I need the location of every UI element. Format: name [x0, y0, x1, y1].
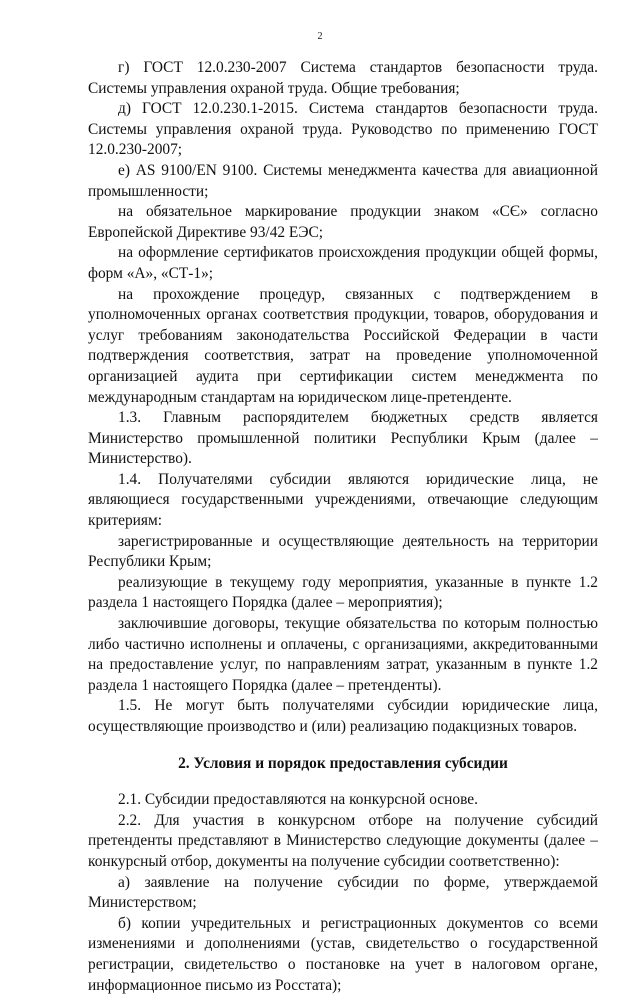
section-heading: 2. Условия и порядок предоставления субсидии	[178, 754, 508, 772]
paragraph: 1.4. Получателями субсидии являются юридические лица, не являющиеся государственными учреждениями, отвечающие следующим критериям:	[88, 470, 598, 530]
document-body	[88, 58, 598, 996]
paragraph: б) копии учредительных и регистрационных документов со всеми изменениями и дополнениями (устав, свидетельство о государственной регистрации, свидетельство о постановке на учет в налоговом органе, информационное письмо из Росстата);	[88, 914, 598, 994]
paragraph: 2.2. Для участия в конкурсном отборе на получение субсидий претенденты представляют в Министерство следующие документы (далее – конкурсный отбор, документы на получение субсидии соответственно):	[88, 811, 598, 870]
paragraph: д) ГОСТ 12.0.230.1-2015. Система стандартов безопасности труда. Системы управления охраной труда. Руководство по применению ГОСТ 12.0.230-2007;	[88, 100, 598, 159]
paragraph: а) заявление на получение субсидии по форме, утверждаемой Министерством;	[88, 873, 598, 912]
paragraph: 1.5. Не могут быть получателями субсидии юридические лица, осуществляющие производство и (или) реализацию подакцизных товаров.	[88, 697, 598, 735]
paragraph: на оформление сертификатов происхождения продукции общей формы, форм «А», «СТ-1»;	[88, 244, 598, 282]
paragraph: заключившие договоры, текущие обязательства по которым полностью либо частично исполнены и оплачены, с организациями, аккредитованными на предоставление услуг, по направлениям затрат, указанным в пункте 1.2 раздела 1 настоящего Порядка (далее – претенденты).	[88, 615, 598, 694]
paragraph: реализующие в текущему году мероприятия, указанные в пункте 1.2 раздела 1 настоящего Порядка (далее – мероприятия);	[88, 573, 598, 612]
paragraph: на прохождение процедур, связанных с подтверждением в уполномоченных органах соответствия продукции, товаров, оборудования и услуг требованиям законодательства Российской Федерации в части подтверждения соответствия, затрат на проведение уполномоченной организацией аудита при сертификации систем менеджмента по международным стандартам на юридическом лице-претенденте.	[88, 285, 598, 406]
paragraph: 2.1. Субсидии предоставляются на конкурсной основе.	[118, 791, 478, 809]
paragraph: г) ГОСТ 12.0.230-2007 Система стандартов безопасности труда. Системы управления охраной труда. Общие требования;	[88, 59, 598, 97]
paragraph: е) AS 9100/EN 9100. Системы менеджмента качества для авиационной промышленности;	[88, 161, 598, 200]
paragraph: 1.3. Главным распорядителем бюджетных средств является Министерство промышленной политики Республики Крым (далее – Министерство).	[88, 409, 598, 468]
paragraph: зарегистрированные и осуществляющие деятельность на территории Республики Крым;	[88, 532, 598, 571]
page-number: 2	[317, 31, 323, 42]
paragraph: на обязательное маркирование продукции знаком «СЄ» согласно Европейской Директиве 93/42 ЕЭС;	[88, 203, 598, 241]
